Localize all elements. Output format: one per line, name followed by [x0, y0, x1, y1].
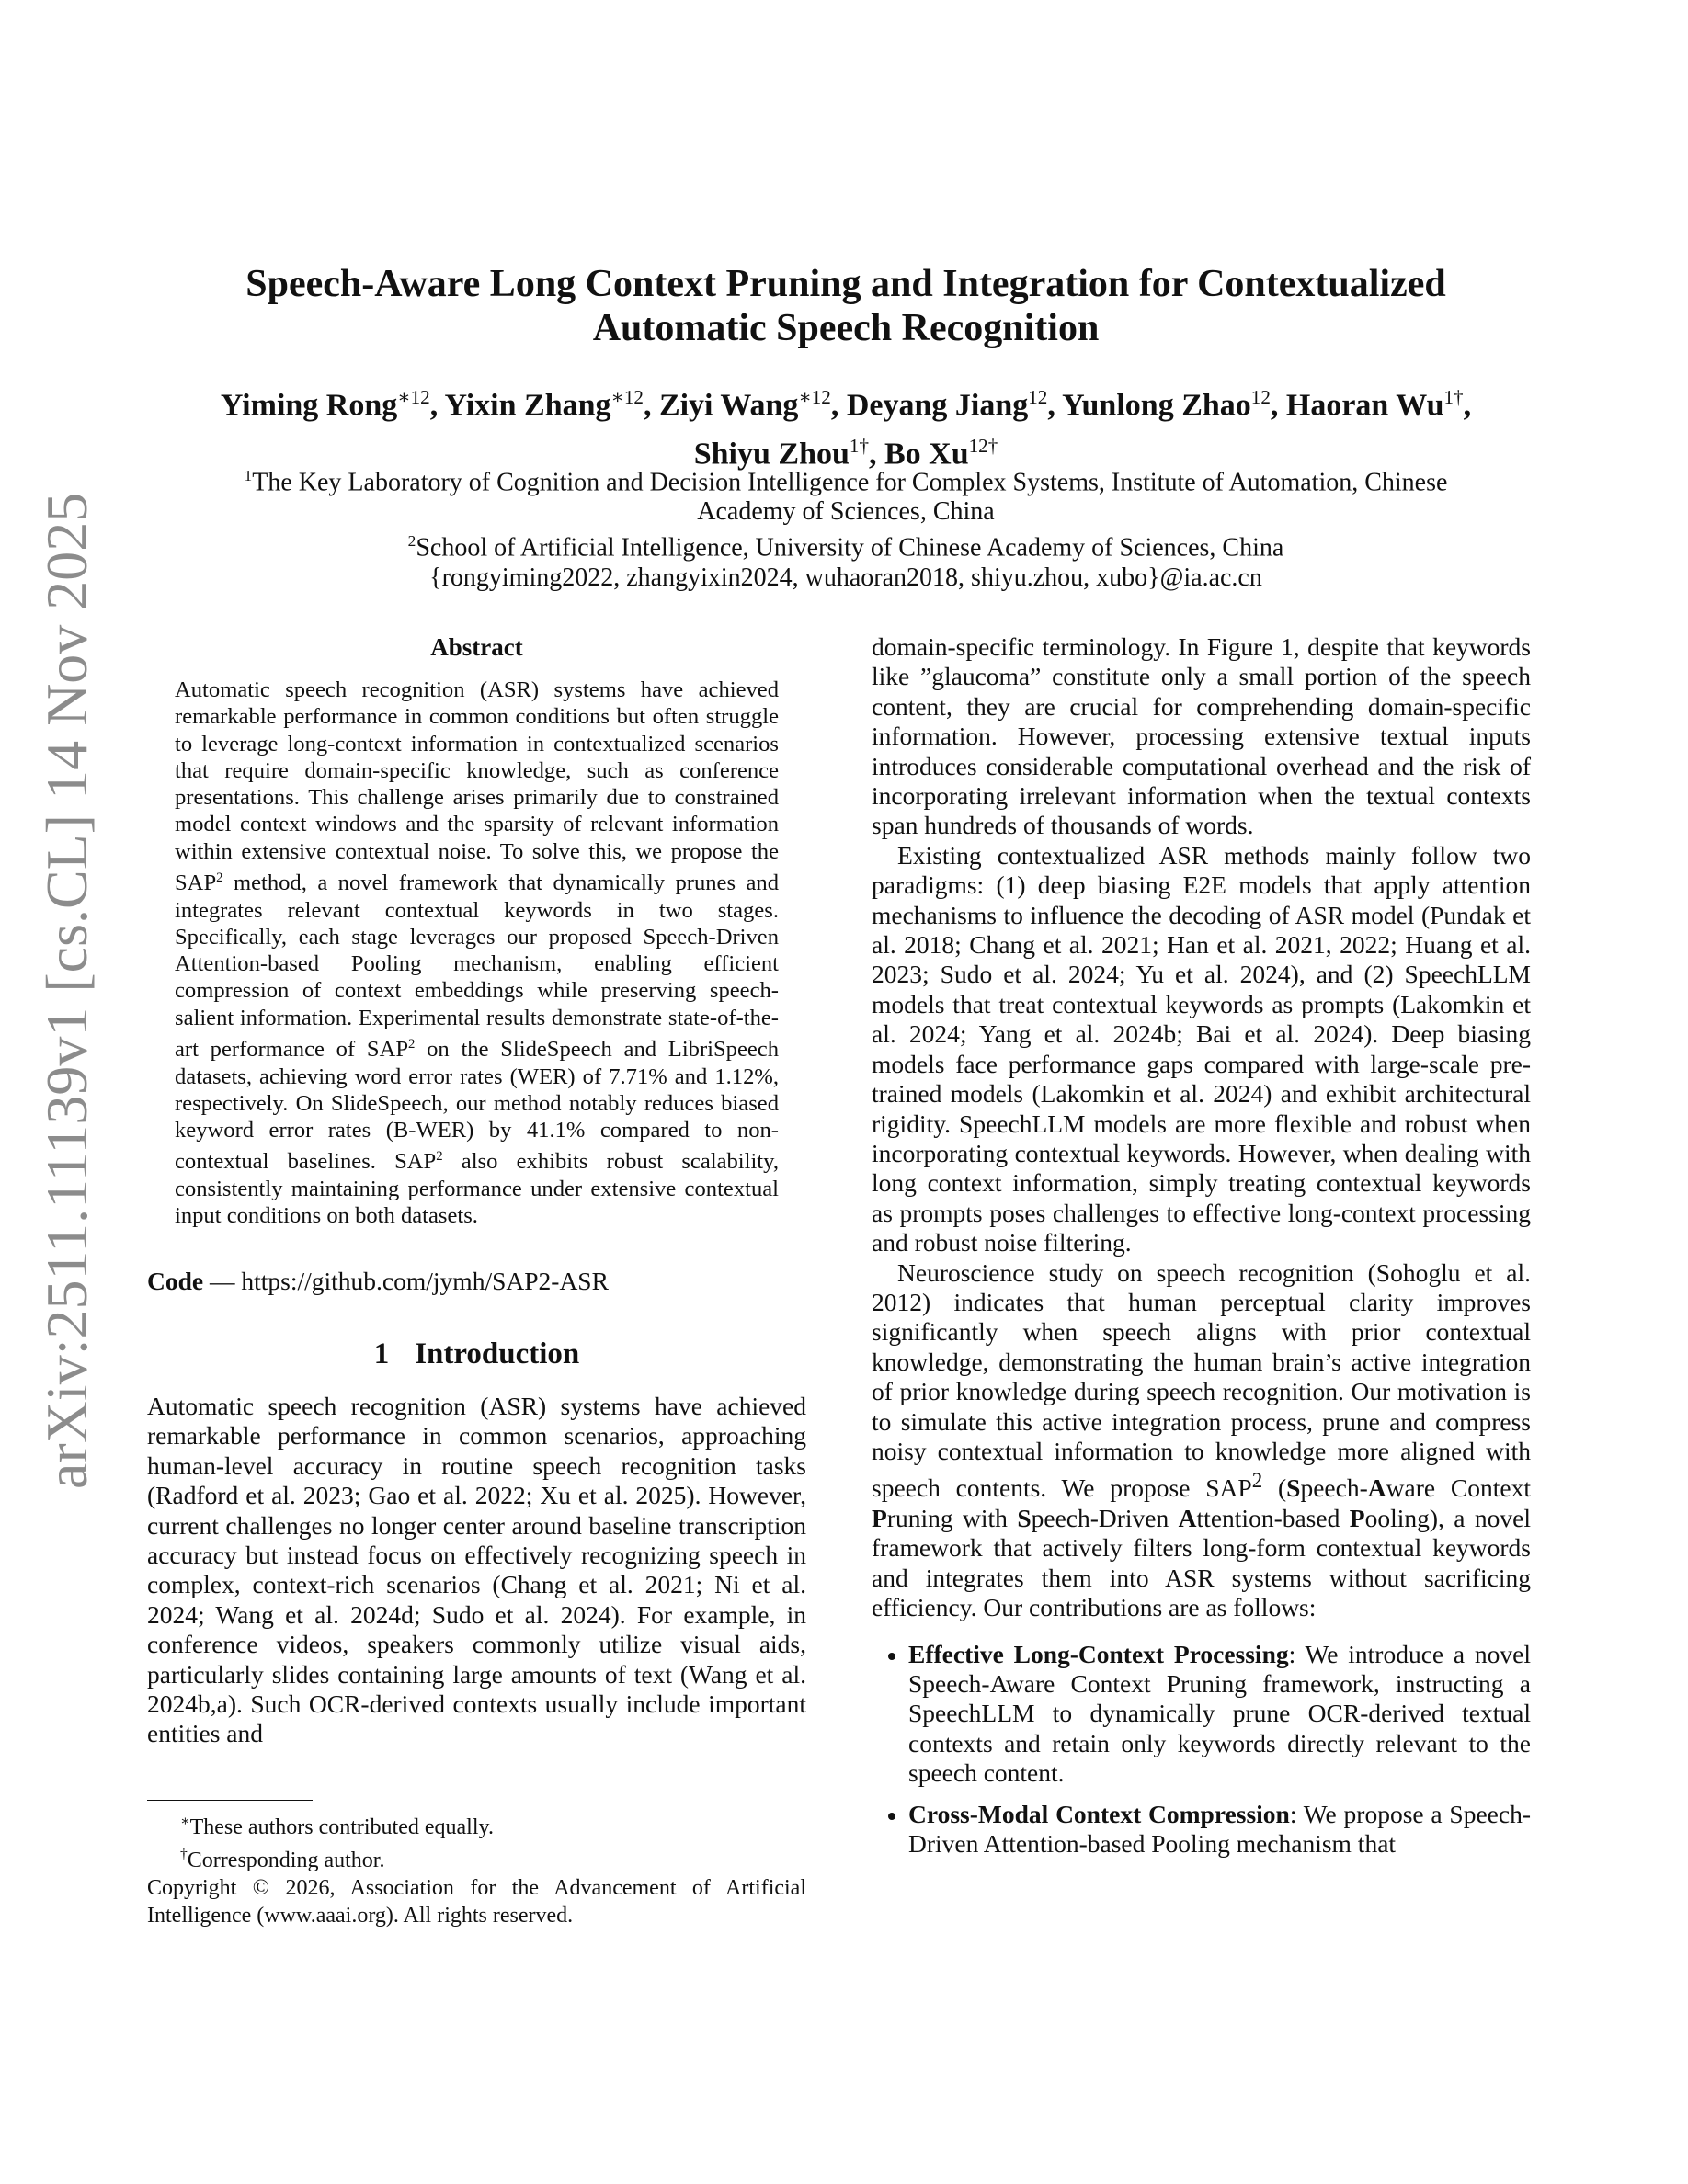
paper-title-line-2: Automatic Speech Recognition	[592, 307, 1100, 349]
author-affiliation-mark: 1†	[849, 435, 869, 458]
author-separator: ,	[1047, 388, 1063, 423]
contribution-heading: Cross-Modal Context Compression	[908, 1799, 1290, 1828]
affiliations	[147, 461, 1545, 593]
paragraph-text: ooling), a novel framework that actively filters long-form contextual keywords and integrates them into ASR systems without sacrificing efficiency. Our contributions are as follows:	[872, 1503, 1531, 1622]
code-dash: —	[203, 1266, 242, 1295]
right-paragraph-3	[872, 1258, 1531, 1623]
paragraph-text: peech-	[1300, 1473, 1368, 1503]
acronym-letter: S	[1017, 1503, 1032, 1532]
author-name: Ziyi Wang	[658, 388, 799, 423]
right-column	[872, 632, 1531, 1870]
paper-title	[147, 262, 1545, 350]
superscript: 2	[436, 1149, 443, 1165]
abstract-text: on the SlideSpeech and LibriSpeech datasets, achieving word error rates (WER) of 7.71% and 1.12%, respectively. On SlideSpeech, our method notably reduces biased keyword error rates (B-WER) by 41.1% compared to non-contextual baselines. SAP	[175, 1037, 779, 1175]
paragraph-text: (	[1262, 1473, 1287, 1503]
author-separator: ,	[643, 388, 659, 423]
code-label: Code	[147, 1266, 204, 1295]
footnotes	[147, 1800, 806, 1929]
abstract-text: also exhibits robust scalability, consistently maintaining performance under extensive contextual input conditions on both datasets.	[175, 1149, 779, 1229]
acronym-letter: A	[1178, 1503, 1197, 1532]
abstract-text: Automatic speech recognition (ASR) systems have achieved remarkable performance in common conditions but often struggle to leverage long-context information in contextualized scenarios that require domain-specific knowledge, such as conference presentations. This challenge arises primarily due to constrained model context windows and the sparsity of relevant information within extensive contextual noise. To solve this, we propose the SAP	[175, 677, 779, 896]
affiliation-1-line-2: Academy of Sciences, China	[697, 497, 995, 527]
author-name: Shiyu Zhou	[693, 437, 850, 472]
affiliation-2	[147, 527, 1545, 563]
abstract-body	[175, 677, 779, 1230]
author-affiliation-mark: 1†	[1443, 386, 1464, 408]
contribution-text: : We introduce a novel Speech-Aware Context Pruning framework, instructing a SpeechLLM to dynamically prune OCR-derived textual contexts and retain only keywords directly relevant to the speech content.	[908, 1639, 1531, 1788]
footnote-rule	[147, 1800, 313, 1801]
author-separator: ,	[868, 437, 884, 472]
acronym-letter: P	[1349, 1503, 1365, 1532]
left-column	[147, 632, 806, 1749]
author-affiliation-mark: ∗12	[397, 386, 430, 408]
author-name: Haoran Wu	[1285, 388, 1444, 423]
intro-paragraph-1: Automatic speech recognition (ASR) systems have achieved remarkable performance in common scenarios, approaching human-level accuracy in routine speech recognition tasks (Radford et al. 2023; Gao et al. 2022; Xu et al. 2025). However, current challenges no longer center around baseline transcription accuracy but instead focus on effectively recognizing speech in complex, context-rich scenarios (Chang et al. 2021; Ni et al. 2024; Wang et al. 2024d; Sudo et al. 2024). For example, in conference videos, speakers commonly utilize visual aids, particularly slides containing large amounts of text (Wang et al. 2024b,a). Such OCR-derived contexts usually include important entities and	[147, 1391, 806, 1748]
paragraph-text: ttention-based	[1196, 1503, 1350, 1532]
affiliation-text: The Key Laboratory of Cognition and Decision Intelligence for Complex Systems, Institute of Automation, Chinese	[252, 468, 1448, 497]
author-name: Bo Xu	[884, 437, 969, 472]
affiliation-mark: 2	[407, 532, 416, 551]
affiliation-text: School of Artificial Intelligence, University of Chinese Academy of Sciences, China	[416, 533, 1284, 563]
footnote-corresponding	[147, 1841, 806, 1874]
abstract-text: method, a novel framework that dynamically prunes and integrates relevant contextual keywords in two stages. Specifically, each stage leverages our proposed Speech-Driven Attention-based Pooling mechanism, enabling efficient compression of context embeddings while preserving speech-salient information. Experimental results demonstrate state-of-the-art performance of SAP	[175, 870, 779, 1063]
arxiv-identifier-stamp: arXiv:2511.11139v1 [cs.CL] 14 Nov 2025	[34, 492, 99, 1489]
footnote-equal-contribution	[147, 1808, 806, 1841]
right-paragraph-1: domain-specific terminology. In Figure 1, despite that keywords like ”glaucoma” constitute only a small portion of the speech content, they are crucial for comprehending domain-specific information. However, processing extensive textual inputs introduces considerable computational overhead and the risk of incorporating irrelevant information when the textual contexts span hundreds of thousands of words.	[872, 632, 1531, 840]
acronym-letter: S	[1286, 1473, 1301, 1503]
code-link-line	[147, 1267, 806, 1296]
footnote-mark: †	[180, 1847, 188, 1862]
section-heading-introduction	[147, 1337, 806, 1371]
acronym-letter: A	[1367, 1473, 1386, 1503]
author-name: Deyang Jiang	[846, 388, 1029, 423]
author-separator: ,	[1463, 388, 1472, 423]
author-affiliation-mark: ∗12	[610, 386, 644, 408]
superscript: 2	[408, 1037, 416, 1052]
paragraph-text: runing with	[886, 1503, 1018, 1532]
footnote-text: Corresponding author.	[187, 1848, 385, 1872]
footnote-mark: ∗	[180, 1814, 190, 1829]
section-heading-text: Introduction	[415, 1337, 580, 1371]
author-emails: {rongyiming2022, zhangyixin2024, wuhaoran2018, shiyu.zhou, xubo}@ia.ac.cn	[429, 563, 1262, 592]
contribution-heading: Effective Long-Context Processing	[908, 1639, 1289, 1668]
affiliation-1-line-1	[147, 461, 1545, 497]
affiliation-mark: 1	[244, 467, 253, 484]
author-separator: ,	[830, 388, 847, 423]
right-paragraph-2: Existing contextualized ASR methods mainly follow two paradigms: (1) deep biasing E2E models that apply attention mechanisms to influence the decoding of ASR model (Pundak et al. 2018; Chang et al. 2021; Han et al. 2021, 2022; Huang et al. 2023; Sudo et al. 2024; Yu et al. 2024), and (2) SpeechLLM models that treat contextual keywords as prompts (Lakomkin et al. 2024; Yang et al. 2024b; Bai et al. 2024). Deep biasing models face performance gaps compared with large-scale pre-trained models (Lakomkin et al. 2024) and exhibit architectural rigidity. SpeechLLM models are more flexible and robust when incorporating contextual keywords. However, when dealing with long context information, simply treating contextual keywords as prompts poses challenges to effective long-context processing and robust noise filtering.	[872, 840, 1531, 1257]
author-name: Yiming Rong	[220, 388, 398, 423]
contribution-text: : We propose a Speech-Driven Attention-based Pooling mechanism that	[908, 1799, 1531, 1858]
author-affiliation-mark: 12	[1028, 386, 1048, 408]
author-affiliation-mark: 12	[1250, 386, 1271, 408]
contribution-item	[908, 1640, 1531, 1789]
section-number: 1	[373, 1337, 390, 1371]
paragraph-text: Neuroscience study on speech recognition (Sohoglu et al. 2012) indicates that human perceptual clarity improves significantly when speech aligns with prior contextual knowledge, demonstrating the human brain’s active integration of prior knowledge during speech recognition. Our motivation is to simulate this active integration process, prune and compress noisy contextual information to knowledge more aligned with speech contents. We propose SAP	[872, 1257, 1531, 1503]
author-name: Yunlong Zhao	[1062, 388, 1251, 423]
code-url-link[interactable]: https://github.com/jymh/SAP2-ASR	[241, 1266, 609, 1295]
contribution-item	[908, 1800, 1531, 1860]
copyright-notice: Copyright © 2026, Association for the Advancement of Artificial Intelligence (www.aaai.org). All rights reserved.	[147, 1876, 806, 1928]
author-affiliation-mark: ∗12	[798, 386, 831, 408]
paragraph-text: peech-Driven	[1031, 1503, 1179, 1532]
author-affiliation-mark: 12†	[968, 435, 998, 458]
paragraph-text: ware Context	[1386, 1473, 1531, 1503]
paper-title-line-1: Speech-Aware Long Context Pruning and Integration for Contextualized	[245, 263, 1446, 305]
author-separator: ,	[1270, 388, 1286, 423]
contributions-list	[872, 1640, 1531, 1860]
footnote-text: These authors contributed equally.	[189, 1815, 494, 1839]
superscript: 2	[1251, 1469, 1263, 1493]
superscript: 2	[216, 870, 223, 886]
author-list	[147, 377, 1545, 475]
acronym-letter: P	[872, 1503, 887, 1532]
author-name: Yixin Zhang	[444, 388, 611, 423]
author-separator: ,	[429, 388, 445, 423]
abstract-heading: Abstract	[430, 633, 523, 661]
